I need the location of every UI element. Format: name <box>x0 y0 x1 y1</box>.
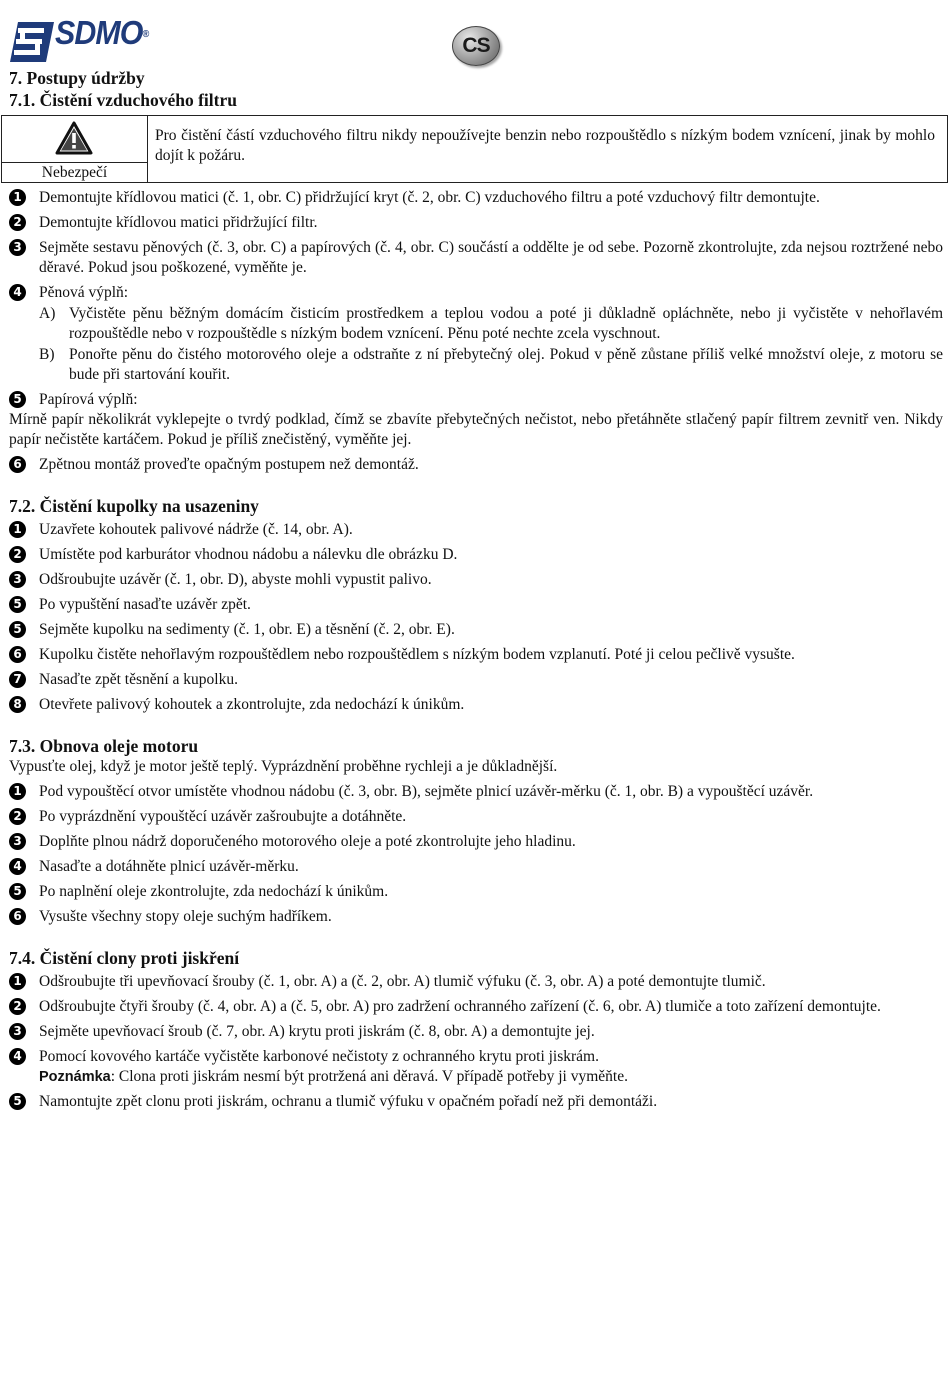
danger-warning-box <box>1 115 948 183</box>
step-number: 2 <box>9 214 26 231</box>
step-text: Pod vypouštěcí otvor umístěte vhodnou nádobu (č. 3, obr. B), sejměte plnicí uzávěr-měrku (č. 1, obr. B) a vypouštěcí uzávěr. <box>39 783 814 800</box>
step-text: Sejměte sestavu pěnových (č. 3, obr. C) a papírových (č. 4, obr. C) součástí a oddělte je od sebe. Pozorně zkontrolujte, zda nejsou roztržené nebo děravé. Pokud jsou poškozené, vyměňte je. <box>39 239 943 276</box>
chapter-title: 7. Postupy údržby <box>9 68 145 88</box>
list-item <box>9 595 943 615</box>
step-number: 5 <box>9 883 26 900</box>
step-number: 4 <box>9 284 26 301</box>
section-title-7-2: 7.2. Čistění kupolky na usazeniny <box>9 496 259 516</box>
step-text: Pěnová výplň: <box>39 284 129 301</box>
list-item <box>9 782 943 802</box>
step-number: 2 <box>9 808 26 825</box>
list-item <box>9 807 943 827</box>
list-item <box>9 520 943 540</box>
step-number: 3 <box>9 833 26 850</box>
list-item <box>9 390 943 410</box>
list-item <box>9 455 943 475</box>
sub-item-text: Ponořte pěnu do čistého motorového oleje a odstraňte z ní přebytečný olej. Pokud v pěně zůstane příliš velké množství oleje, z motoru se bude při startování kouřit. <box>69 346 943 383</box>
step-text: Po naplnění oleje zkontrolujte, zda nedochází k únikům. <box>39 883 389 900</box>
step-number: 2 <box>9 998 26 1015</box>
warning-triangle-icon <box>55 121 93 155</box>
section-title-7-1: 7.1. Čistění vzduchového filtru <box>9 90 237 110</box>
step-number: 1 <box>9 973 26 990</box>
sub-item-text: Vyčistěte pěnu běžným domácím čisticím prostředkem a teplou vodou a poté ji důkladně opláchněte, nebo ji vyčistěte v nehořlavém rozpouštědle nebo v rozpouštědle s nízkým bodem vznícení. Pěnu poté nechte zcela vyschnout. <box>69 305 943 342</box>
step-text: Odšroubujte uzávěr (č. 1, obr. D), abyste mohli vypustit palivo. <box>39 571 432 588</box>
section-intro: Vypusťte olej, když je motor ještě teplý. Vyprázdnění proběhne rychleji a je důkladnější. <box>9 758 558 775</box>
list-item <box>9 1022 943 1042</box>
section-title-7-3: 7.3. Obnova oleje motoru <box>9 736 199 756</box>
step-number: 4 <box>9 1048 26 1065</box>
paper-filter-text: Mírně papír několikrát vyklepejte o tvrdý podklad, čímž se zbavíte přebytečných nečistot, nebo přetáhněte stlačený papír filtrem zevnitř ven. Nikdy papír nečistěte kartáčem. Pokud je příliš znečistěný, vyměňte jej. <box>9 411 943 448</box>
step-text: Sejměte upevňovací šroub (č. 7, obr. A) krytu proti jiskrám (č. 8, obr. A) a demontujte jej. <box>39 1023 595 1040</box>
step-text: Nasaďte a dotáhněte plnicí uzávěr-měrku. <box>39 858 299 875</box>
step-number: 5 <box>9 621 26 638</box>
step-number: 5 <box>9 391 26 408</box>
list-item <box>9 907 943 927</box>
step-number: 8 <box>9 696 26 713</box>
step-number: 5 <box>9 596 26 613</box>
step-number: 6 <box>9 908 26 925</box>
note-text: : Clona proti jiskrám nesmí být protržená ani děravá. V případě potřeby ji vyměňte. <box>110 1068 628 1085</box>
list-item <box>9 620 943 640</box>
sub-item <box>9 345 943 385</box>
step-number: 6 <box>9 646 26 663</box>
sub-item-letter: B) <box>39 346 55 363</box>
step-number: 3 <box>9 571 26 588</box>
step-text: Otevřete palivový kohoutek a zkontrolujte, zda nedochází k únikům. <box>39 696 465 713</box>
list-item <box>9 545 943 565</box>
list-item <box>9 670 943 690</box>
note-label: Poznámka <box>39 1069 111 1085</box>
step-number: 3 <box>9 239 26 256</box>
step-text: Demontujte křídlovou matici (č. 1, obr. C) přidržující kryt (č. 2, obr. C) vzduchového filtru a poté vzduchový filtr demontujte. <box>39 189 820 206</box>
step-number: 3 <box>9 1023 26 1040</box>
step-text: Po vypuštění nasaďte uzávěr zpět. <box>39 596 251 613</box>
sub-item-letter: A) <box>39 305 56 322</box>
step-text: Vysušte všechny stopy oleje suchým hadříkem. <box>39 908 332 925</box>
step-number: 7 <box>9 671 26 688</box>
step-text: Sejměte kupolku na sedimenty (č. 1, obr. E) a těsnění (č. 2, obr. E). <box>39 621 455 638</box>
list-item <box>9 188 943 208</box>
list-item <box>9 1047 943 1087</box>
step-text: Namontujte zpět clonu proti jiskrám, ochranu a tlumič výfuku v opačném pořadí než při demontáži. <box>39 1093 658 1110</box>
list-item <box>9 570 943 590</box>
list-item <box>9 645 943 665</box>
list-item <box>9 882 943 902</box>
list-item <box>9 997 943 1017</box>
warning-text: Pro čistění částí vzduchového filtru nikdy nepoužívejte benzin nebo rozpouštědlo s nízkým bodem vznícení, jinak by mohlo dojít k požáru. <box>155 127 935 164</box>
step-text: Nasaďte zpět těsnění a kupolku. <box>39 671 238 688</box>
sdmo-emblem-icon <box>8 22 56 62</box>
sdmo-logo <box>8 14 149 66</box>
document-body <box>9 67 943 1112</box>
sdmo-wordmark: SDMO® <box>55 14 149 51</box>
step-text: Papírová výplň: <box>39 391 138 408</box>
step-number: 1 <box>9 189 26 206</box>
step-text: Uzavřete kohoutek palivové nádrže (č. 14, obr. A). <box>39 521 353 538</box>
language-badge: CS <box>452 26 500 66</box>
step-text: Po vyprázdnění vypouštěcí uzávěr zašroubujte a dotáhněte. <box>39 808 407 825</box>
sub-item <box>9 304 943 344</box>
section-title-7-4: 7.4. Čistění clony proti jiskření <box>9 948 240 968</box>
list-item <box>9 283 943 303</box>
list-item <box>9 238 943 278</box>
list-item <box>9 695 943 715</box>
step-number: 1 <box>9 783 26 800</box>
step-text: Odšroubujte tři upevňovací šrouby (č. 1, obr. A) a (č. 2, obr. A) tlumič výfuku (č. 3, obr. A) a poté demontujte tlumič. <box>39 973 766 990</box>
step-number: 5 <box>9 1093 26 1110</box>
warning-label: Nebezpečí <box>2 162 147 183</box>
step-text: Pomocí kovového kartáče vyčistěte karbonové nečistoty z ochranného krytu proti jiskrám. <box>39 1048 599 1065</box>
step-text: Kupolku čistěte nehořlavým rozpouštědlem nebo rozpouštědlem s nízkým bodem vzplanutí. Poté ji celou pečlivě vysušte. <box>39 646 795 663</box>
list-item <box>9 972 943 992</box>
step-text: Doplňte plnou nádrž doporučeného motorového oleje a poté zkontrolujte jeho hladinu. <box>39 833 576 850</box>
list-item <box>9 1092 943 1112</box>
warning-label-cell <box>2 116 148 182</box>
step-number: 6 <box>9 456 26 473</box>
step-text: Odšroubujte čtyři šrouby (č. 4, obr. A) a (č. 5, obr. A) pro zadržení ochranného zařízení (č. 6, obr. A) tlumiče a toto zařízení demontujte. <box>39 998 881 1015</box>
list-item <box>9 857 943 877</box>
list-item <box>9 832 943 852</box>
page-header <box>0 0 950 68</box>
step-text: Demontujte křídlovou matici přidržující filtr. <box>39 214 318 231</box>
list-item <box>9 213 943 233</box>
step-text: Umístěte pod karburátor vhodnou nádobu a nálevku dle obrázku D. <box>39 546 458 563</box>
step-number: 4 <box>9 858 26 875</box>
step-number: 2 <box>9 546 26 563</box>
step-number: 1 <box>9 521 26 538</box>
step-text: Zpětnou montáž proveďte opačným postupem než demontáž. <box>39 456 419 473</box>
